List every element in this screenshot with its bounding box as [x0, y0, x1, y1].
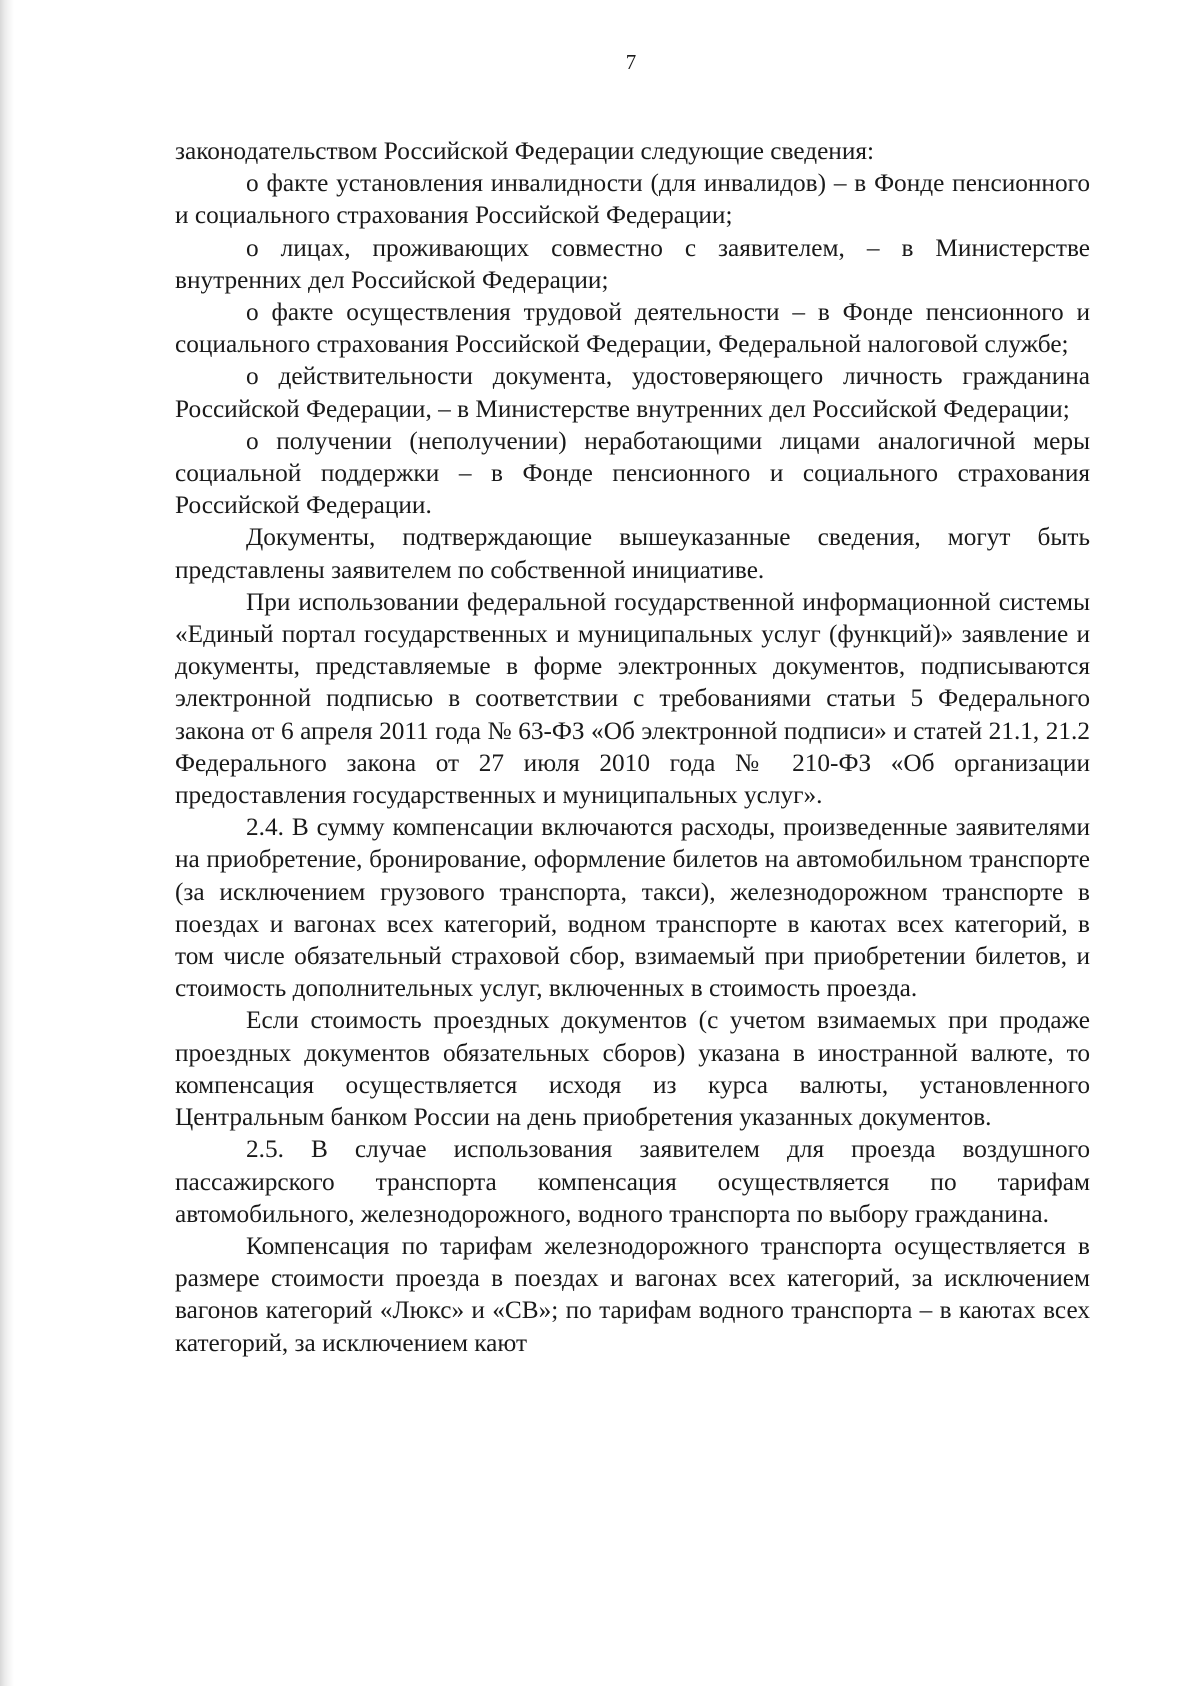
- paragraph: о действительности документа, удостоверяющего личность гражданина Российской Федерации, – в Министерстве внутренних дел Российской Федерации;: [175, 362, 1090, 423]
- paragraph: о получении (неполучении) неработающими лицами аналогичной меры социальной поддержки – в Фонде пенсионного и социального страхования Российской Федерации.: [175, 426, 1090, 520]
- paragraph: При использовании федеральной государственной информационной системы «Единый портал государственных и муниципальных услуг (функций)» заявление и документы, представляемые в форме электронных документов, подписываются электронной подписью в соответствии с требованиями статьи 5 Федерального закона от 6 апреля 2011 года № 63-ФЗ «Об электронной подписи» и статей 21.1, 21.2 Федерального закона от 27 июля 2010 года № 210-ФЗ «Об организации предоставления государственных и муниципальных услуг».: [175, 587, 1090, 810]
- document-body: [175, 135, 1090, 1359]
- page-number: 7: [625, 50, 637, 74]
- scan-edge-shadow: [0, 0, 14, 1686]
- paragraph: о факте осуществления трудовой деятельности – в Фонде пенсионного и социального страхования Российской Федерации, Федеральной налоговой службе;: [175, 298, 1090, 359]
- paragraph: законодательством Российской Федерации следующие сведения:: [175, 137, 875, 165]
- paragraph: 2.4. В сумму компенсации включаются расходы, произведенные заявителями на приобретение, бронирование, оформление билетов на автомобильном транспорте (за исключением грузового транспорта, такси), железнодорожном транспорте в поездах и вагонах всех категорий, водном транспорте в каютах всех категорий, в том числе обязательный страховой сбор, взимаемый при приобретении билетов, и стоимость дополнительных услуг, включенных в стоимость проезда.: [175, 813, 1090, 1003]
- paragraph: Документы, подтверждающие вышеуказанные сведения, могут быть представлены заявителем по собственной инициативе.: [175, 523, 1090, 584]
- paragraph: Компенсация по тарифам железнодорожного транспорта осуществляется в размере стоимости проезда в поездах и вагонах всех категорий, за исключением вагонов категорий «Люкс» и «СВ»; по тарифам водного транспорта – в каютах всех категорий, за исключением кают: [175, 1231, 1090, 1357]
- paragraph: Если стоимость проездных документов (с учетом взимаемых при продаже проездных документов обязательных сборов) указана в иностранной валюте, то компенсация осуществляется исходя из курса валюты, установленного Центральным банком России на день приобретения указанных документов.: [175, 1006, 1090, 1132]
- paragraph: 2.5. В случае использования заявителем для проезда воздушного пассажирского транспорта компенсация осуществляется по тарифам автомобильного, железнодорожного, водного транспорта по выбору гражданина.: [175, 1135, 1090, 1228]
- paragraph: о лицах, проживающих совместно с заявителем, – в Министерстве внутренних дел Российской Федерации;: [175, 233, 1090, 294]
- paragraph: о факте установления инвалидности (для инвалидов) – в Фонде пенсионного и социального страхования Российской Федерации;: [175, 169, 1090, 230]
